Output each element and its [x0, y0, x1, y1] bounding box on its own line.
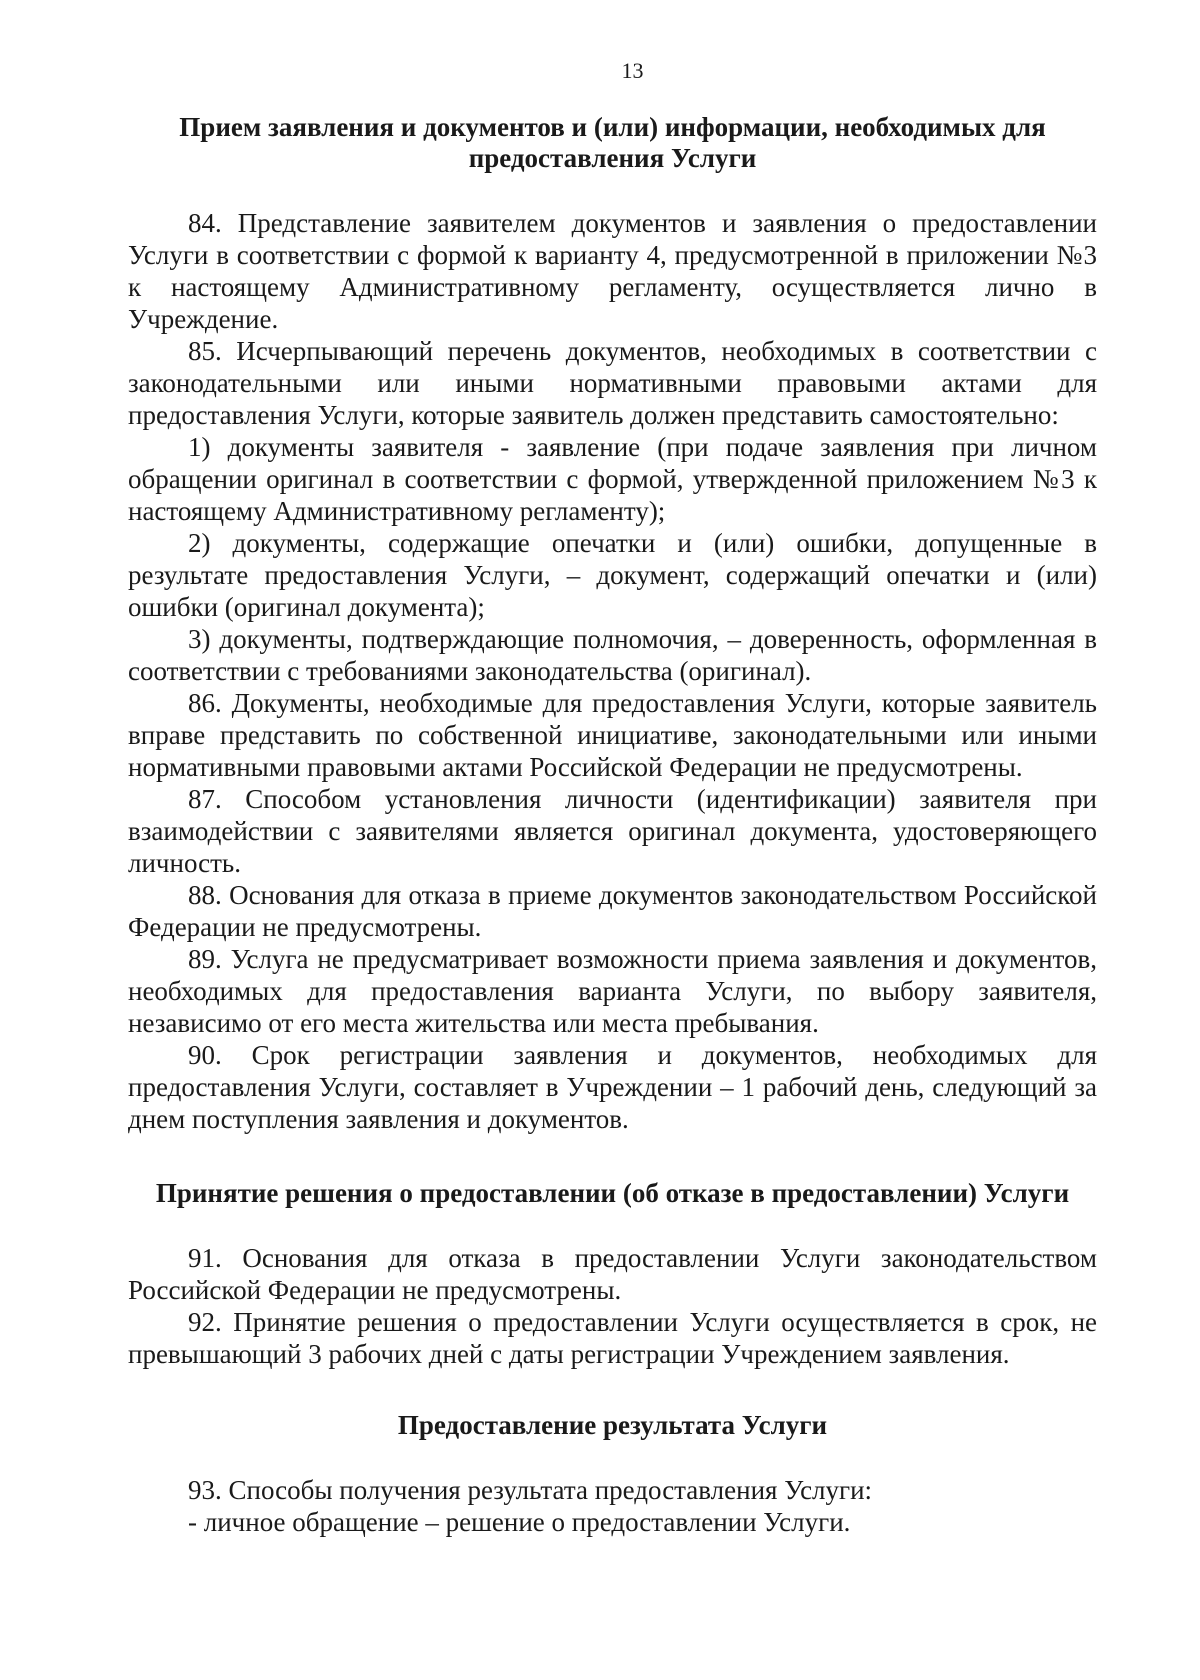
- list-item-2: 2) документы, содержащие опечатки и (или) ошибки, допущенные в результате предоставления Услуги, – документ, содержащий опечатки и (или) ошибки (оригинал документа);: [128, 528, 1097, 622]
- spacer: [128, 174, 1097, 207]
- spacer: [128, 1135, 1097, 1178]
- list-item-personal-appeal: - личное обращение – решение о предоставлении Услуги.: [188, 1507, 851, 1537]
- page-number: 13: [621, 58, 644, 83]
- paragraph-86: 86. Документы, необходимые для предоставления Услуги, которые заявитель вправе представить по собственной инициативе, законодательными или иными нормативными правовыми актами Российской Федерации не предусмотрены.: [128, 688, 1097, 782]
- list-item-1: 1) документы заявителя - заявление (при подаче заявления при личном обращении оригинал в соответствии с формой, утвержденной приложением №3 к настоящему Административному регламенту);: [128, 432, 1097, 526]
- paragraph-87: 87. Способом установления личности (идентификации) заявителя при взаимодействии с заявителями является оригинал документа, удостоверяющего личность.: [128, 784, 1097, 878]
- paragraph-84: 84. Представление заявителем документов и заявления о предоставлении Услуги в соответствии с формой к варианту 4, предусмотренной в приложении №3 к настоящему Административному регламенту, осуществляется лично в Учреждение.: [128, 208, 1097, 334]
- paragraph-92: 92. Принятие решения о предоставлении Услуги осуществляется в срок, не превышающий 3 рабочих дней с даты регистрации Учреждением заявления.: [128, 1307, 1097, 1369]
- section-title-result-delivery: Предоставление результата Услуги: [397, 1410, 828, 1440]
- spacer: [128, 1370, 1097, 1410]
- spacer: [128, 1209, 1097, 1242]
- paragraph-93: 93. Способы получения результата предоставления Услуги:: [188, 1475, 873, 1505]
- paragraph-85: 85. Исчерпывающий перечень документов, необходимых в соответствии с законодательными или иными нормативными правовыми актами для предоставления Услуги, которые заявитель должен представить самостоятельно:: [128, 336, 1097, 430]
- paragraph-90: 90. Срок регистрации заявления и документов, необходимых для предоставления Услуги, составляет в Учреждении – 1 рабочий день, следующий за днем поступления заявления и документов.: [128, 1040, 1097, 1134]
- spacer: [128, 1441, 1097, 1474]
- paragraph-91: 91. Основания для отказа в предоставлении Услуги законодательством Российской Федерации не предусмотрены.: [128, 1243, 1097, 1305]
- list-item-3: 3) документы, подтверждающие полномочия, – доверенность, оформленная в соответствии с требованиями законодательства (оригинал).: [128, 624, 1097, 686]
- section-title-application-intake: Прием заявления и документов и (или) информации, необходимых для предоставления Услуги: [179, 112, 1046, 173]
- paragraph-89: 89. Услуга не предусматривает возможности приема заявления и документов, необходимых для предоставления варианта Услуги, по выбору заявителя, независимо от его места жительства или места пребывания.: [128, 944, 1097, 1038]
- section-title-decision: Принятие решения о предоставлении (об отказе в предоставлении) Услуги: [155, 1178, 1070, 1208]
- paragraph-88: 88. Основания для отказа в приеме документов законодательством Российской Федерации не предусмотрены.: [128, 880, 1097, 942]
